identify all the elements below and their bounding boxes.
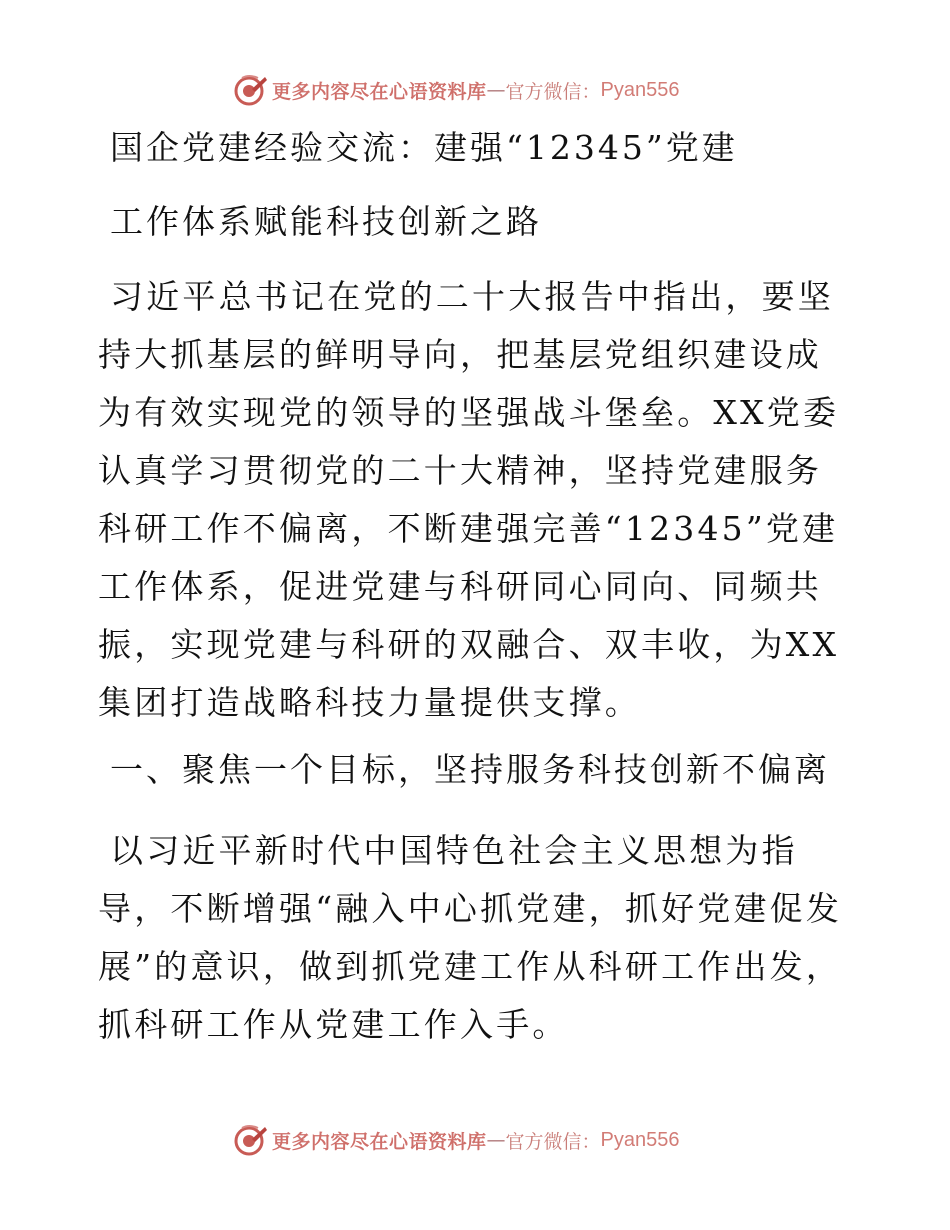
watermark-logo-icon xyxy=(232,72,268,108)
paragraph-intro: 习近平总书记在党的二十大报告中指出，要坚持大抓基层的鲜明导向，把基层党组织建设成为有效实现党的领导的坚强战斗堡垒。XX党委认真学习贯彻党的二十大精神，坚持党建服务科研工作不偏离，不断建强完善“12345”党建工作体系，促进党建与科研同心同向、同频共振，实现党建与科研的双融合、双丰收，为XX集团打造战略科技力量提供支撑。 xyxy=(98,277,840,722)
watermark-dash: — xyxy=(486,79,506,101)
section-heading-1: 一、聚焦一个目标，坚持服务科技创新不偏离 xyxy=(110,750,830,789)
watermark-dash: — xyxy=(486,1129,506,1151)
watermark-logo-icon xyxy=(232,1122,268,1158)
watermark-main-text: 更多内容尽在心语资料库 xyxy=(272,80,487,103)
document-title-line-2: 工作体系赋能科技创新之路 xyxy=(110,202,542,241)
paragraph-section-1: 以习近平新时代中国特色社会主义思想为指导，不断增强“融入中心抓党建，抓好党建促发展”的意识，做到抓党建工作从科研工作出发，抓科研工作从党建工作入手。 xyxy=(98,831,843,1044)
watermark-main-text: 更多内容尽在心语资料库 xyxy=(272,1130,487,1153)
document-title-line-1: 国企党建经验交流：建强“12345”党建 xyxy=(110,128,738,167)
watermark-banner-bottom xyxy=(232,1120,680,1160)
watermark-id-text: Pyan556 xyxy=(600,78,680,101)
watermark-sub-text: 官方微信： xyxy=(505,1130,601,1153)
watermark-banner-top xyxy=(232,70,680,110)
watermark-id-text: Pyan556 xyxy=(600,1128,680,1151)
watermark-sub-text: 官方微信： xyxy=(505,80,601,103)
